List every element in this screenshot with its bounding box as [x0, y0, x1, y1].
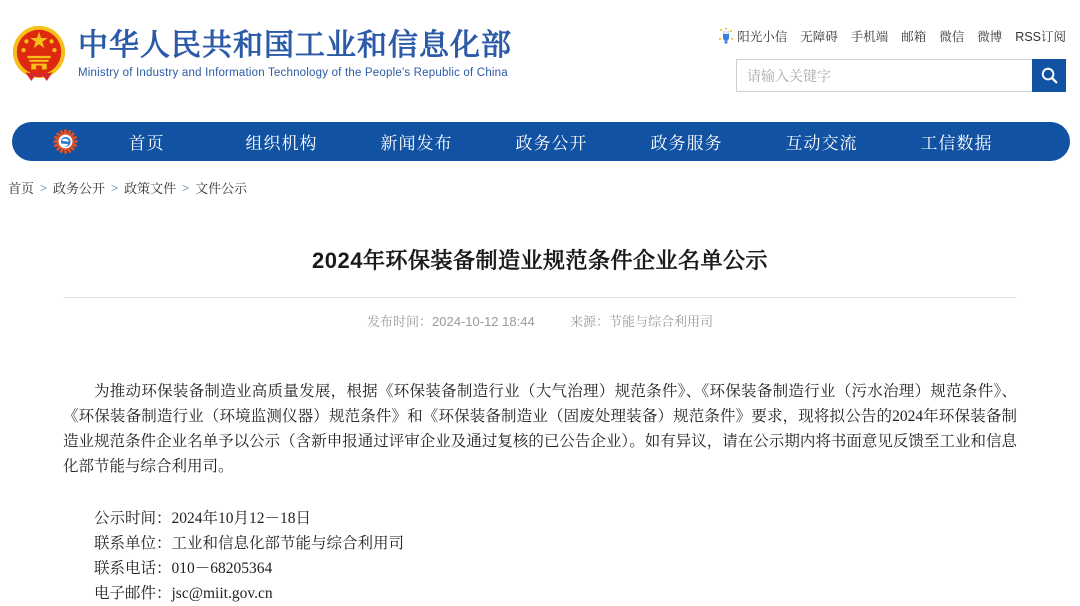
national-emblem-logo: [10, 24, 68, 82]
breadcrumb-separator: >: [182, 180, 190, 195]
quick-link-label: 邮箱: [901, 30, 927, 44]
brand[interactable]: [10, 24, 512, 82]
breadcrumb-gov-disclosure[interactable]: 政务公开: [53, 181, 106, 196]
contact-email-line: 电子邮件：jsc@miit.gov.cn: [94, 585, 273, 602]
nav-item-home[interactable]: 首页: [128, 134, 165, 153]
publicity-period-line: 公示时间：2024年10月12－18日: [94, 510, 312, 527]
publish-time: 发布时间：2024-10-12 18:44: [367, 314, 535, 329]
nav-item-gov-services[interactable]: 政务服务: [650, 134, 723, 153]
search-input[interactable]: [736, 59, 1032, 92]
breadcrumb: [0, 161, 1080, 197]
site-title: 中华人民共和国工业和信息化部: [78, 28, 512, 62]
main-nav: [12, 122, 1070, 161]
article-source: 来源：节能与综合利用司: [569, 314, 713, 329]
sunshine-mascot-icon: [718, 27, 734, 45]
nav-item-news[interactable]: 新闻发布: [380, 134, 453, 153]
contact-unit-line: 联系单位：工业和信息化部节能与综合利用司: [94, 535, 405, 552]
quick-link-weibo[interactable]: [977, 27, 1002, 45]
contact-phone-line: 联系电话：010－68205364: [94, 560, 273, 577]
title-divider: [63, 297, 1017, 298]
breadcrumb-separator: >: [40, 180, 48, 195]
nav-item-interaction[interactable]: 互动交流: [785, 134, 858, 153]
quick-link-rss[interactable]: [1015, 27, 1066, 45]
breadcrumb-document-publicity[interactable]: 文件公示: [195, 181, 248, 196]
quick-link-label: 无障碍: [800, 30, 838, 44]
article-meta: [63, 311, 1017, 330]
nav-item-miit-data[interactable]: 工信数据: [920, 134, 993, 153]
quick-link-accessibility[interactable]: [800, 27, 838, 45]
quick-link-wechat[interactable]: [939, 27, 964, 45]
article-content: [0, 244, 1080, 606]
quick-link-label: 微博: [977, 30, 1003, 44]
site-header: [0, 0, 1080, 113]
quick-link-label: RSS订阅: [1015, 30, 1066, 44]
quick-link-mail[interactable]: [901, 27, 926, 45]
brand-text: [78, 28, 512, 79]
search-icon: [1040, 66, 1059, 85]
article-title: 2024年环保装备制造业规范条件企业名单公示: [312, 248, 768, 273]
nav-item-organization[interactable]: 组织机构: [245, 134, 318, 153]
quick-link-mobile[interactable]: [851, 27, 889, 45]
search-button[interactable]: [1032, 59, 1066, 92]
quick-link-label: 阳光小信: [737, 30, 788, 44]
miit-gear-logo-icon: [52, 128, 79, 155]
site-subtitle: Ministry of Industry and Information Technology of the People's Republic of China: [78, 66, 508, 79]
quick-link-sunshine[interactable]: [718, 27, 787, 45]
nav-item-gov-disclosure[interactable]: 政务公开: [515, 134, 588, 153]
quick-link-label: 微信: [939, 30, 965, 44]
breadcrumb-home[interactable]: 首页: [8, 181, 35, 196]
quick-links: [736, 26, 1066, 46]
quick-link-label: 手机端: [850, 30, 889, 44]
breadcrumb-policy-documents[interactable]: 政策文件: [124, 181, 177, 196]
breadcrumb-separator: >: [111, 180, 119, 195]
header-right: [736, 24, 1066, 92]
search-bar: [736, 59, 1066, 92]
nav-items: [79, 129, 1024, 154]
article-paragraph: 为推动环保装备制造业高质量发展，根据《环保装备制造行业（大气治理）规范条件》、《环保装备制造行业（污水治理）规范条件》、《环保装备制造行业（环境监测仪器）规范条件》和《环保装备制造业（固废处理装备）规范条件》要求，现将拟公告的2024年环保装备制造业规范条件企业名单予以公示（含新申报通过评审企业及通过复核的已公告企业）。如有异议，请在公示期内将书面意见反馈至工业和信息化部节能与综合利用司。: [63, 383, 1017, 475]
contact-block: [63, 506, 1017, 606]
